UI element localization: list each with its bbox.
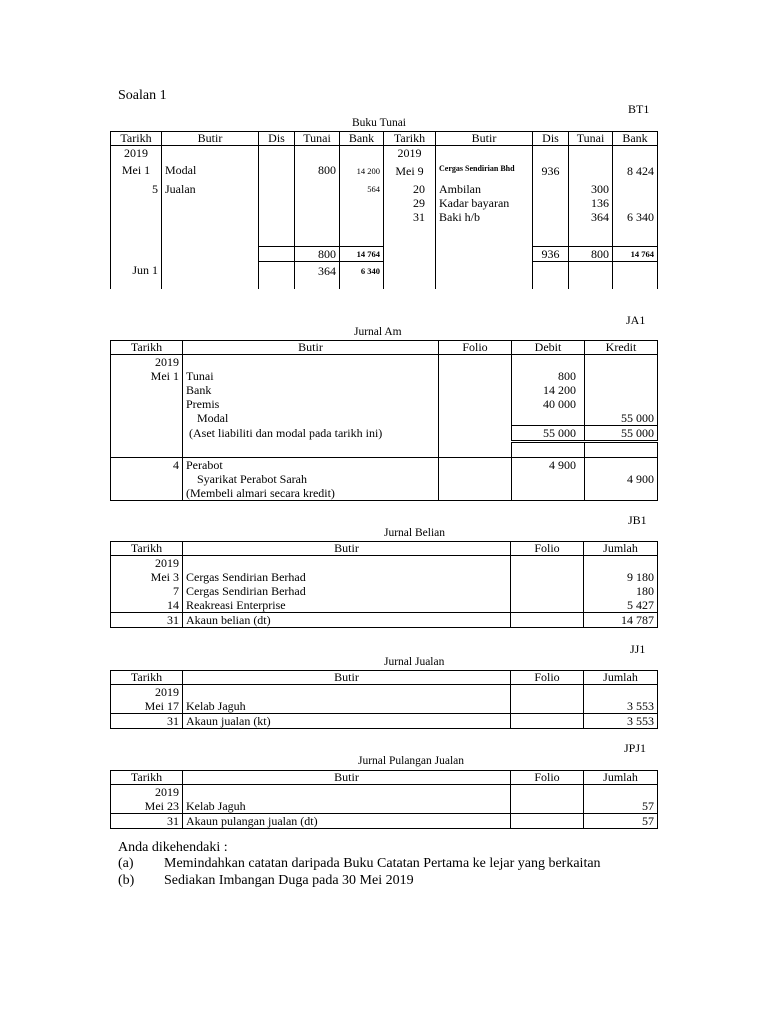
header-tarikh: Tarikh <box>111 771 183 785</box>
cell <box>613 146 658 161</box>
cell <box>162 196 259 210</box>
cell: Akaun pulangan jualan (dt) <box>183 814 511 829</box>
table-row <box>111 182 658 196</box>
header-tarikh: Tarikh <box>111 671 183 685</box>
header-tarikh: Tarikh <box>111 341 183 355</box>
cell <box>384 246 436 261</box>
cell <box>569 160 613 182</box>
buku-tunai-header-row <box>111 132 658 146</box>
cell: 3 553 <box>584 714 658 729</box>
table-row-total <box>111 814 658 829</box>
cell: 2019 <box>111 556 183 571</box>
cell <box>259 210 295 224</box>
cell <box>533 182 569 196</box>
cell <box>384 261 436 289</box>
cell: Kadar bayaran <box>436 196 533 210</box>
cell: 9 180 <box>584 570 658 584</box>
instruction-b-label: (b) <box>118 873 135 888</box>
cell <box>613 182 658 196</box>
cell: 800 <box>295 246 340 261</box>
instructions-intro: Anda dikehendaki : <box>118 840 228 855</box>
cell: 14 764 <box>613 246 658 261</box>
cell <box>111 210 162 224</box>
cell <box>613 261 658 289</box>
table-row-gap <box>111 442 658 458</box>
cell: 20 <box>384 182 436 196</box>
cell: 14 764 <box>340 246 384 261</box>
jurnal-belian-code: JB1 <box>628 513 647 527</box>
table-row <box>111 486 658 501</box>
cell <box>585 369 658 383</box>
jurnal-am-code: JA1 <box>626 313 646 327</box>
table-row-total <box>111 613 658 628</box>
cell: 14 200 <box>512 383 585 397</box>
cell: 57 <box>584 799 658 814</box>
cell: Modal <box>162 160 259 182</box>
jurnal-pulangan-table <box>110 770 658 829</box>
cell: 40 000 <box>512 397 585 411</box>
header-tarikh: Tarikh <box>111 542 183 556</box>
cell <box>111 426 183 442</box>
cell: 55 000 <box>512 426 585 442</box>
cell <box>111 486 183 501</box>
table-row <box>111 224 658 246</box>
cell <box>436 146 533 161</box>
cell <box>162 246 259 261</box>
cell: 29 <box>384 196 436 210</box>
cell <box>259 196 295 210</box>
cell <box>511 699 584 714</box>
header-folio: Folio <box>439 341 512 355</box>
jurnal-am-table <box>110 340 658 501</box>
cell <box>111 397 183 411</box>
cell: 4 <box>111 458 183 473</box>
header-tarikh: Tarikh <box>111 132 162 146</box>
cell <box>183 685 511 700</box>
cell <box>511 685 584 700</box>
table-row <box>111 146 658 161</box>
cell <box>585 383 658 397</box>
jurnal-pulangan-header-row <box>111 771 658 785</box>
table-row <box>111 210 658 224</box>
cell: 936 <box>533 246 569 261</box>
header-jumlah: Jumlah <box>584 542 658 556</box>
cell <box>340 224 384 246</box>
cell: Cergas Sendirian Berhad <box>183 570 511 584</box>
cell <box>511 570 584 584</box>
jurnal-am-title: Jurnal Am <box>354 326 402 338</box>
cell: Mei 9 <box>384 160 436 182</box>
cell <box>585 442 658 458</box>
cell: Syarikat Perabot Sarah <box>183 472 439 486</box>
cell: Reakreasi Enterprise <box>183 598 511 613</box>
cell: Perabot <box>183 458 439 473</box>
cell <box>436 261 533 289</box>
cell <box>585 458 658 473</box>
cell <box>340 210 384 224</box>
jurnal-pulangan-title: Jurnal Pulangan Jualan <box>358 755 465 767</box>
cell: 364 <box>295 261 340 289</box>
cell <box>162 210 259 224</box>
cell <box>439 411 512 426</box>
header-tunai: Tunai <box>295 132 340 146</box>
cell <box>259 246 295 261</box>
cell: 936 <box>533 160 569 182</box>
cell: 31 <box>111 714 183 729</box>
cell <box>584 785 658 800</box>
cell: Cergas Sendirian Bhd <box>436 160 533 182</box>
jurnal-am-header-row <box>111 341 658 355</box>
cell <box>512 355 585 370</box>
cell: 31 <box>111 613 183 628</box>
cell <box>512 486 585 501</box>
cell: Kelab Jaguh <box>183 699 511 714</box>
cell <box>533 224 569 246</box>
table-row <box>111 383 658 397</box>
cell <box>111 411 183 426</box>
jurnal-jualan-header-row <box>111 671 658 685</box>
cell: 2019 <box>384 146 436 161</box>
cell <box>259 160 295 182</box>
cell <box>183 442 439 458</box>
cell <box>613 196 658 210</box>
jurnal-jualan-title: Jurnal Jualan <box>384 656 445 668</box>
cell: Mei 3 <box>111 570 183 584</box>
cell: 5 <box>111 182 162 196</box>
table-row <box>111 458 658 473</box>
buku-tunai-code: BT1 <box>628 102 650 116</box>
cell <box>439 472 512 486</box>
cell <box>584 556 658 571</box>
cell: 55 000 <box>585 426 658 442</box>
jurnal-belian-table <box>110 541 658 628</box>
cell <box>512 411 585 426</box>
table-row-total <box>111 426 658 442</box>
cell <box>295 210 340 224</box>
cell: Bank <box>183 383 439 397</box>
jurnal-jualan-code: JJ1 <box>630 642 646 656</box>
cell: Mei 1 <box>111 369 183 383</box>
header-debit: Debit <box>512 341 585 355</box>
header-dis: Dis <box>533 132 569 146</box>
buku-tunai-table <box>110 131 658 289</box>
cell: Kelab Jaguh <box>183 799 511 814</box>
cell <box>259 261 295 289</box>
cell <box>569 261 613 289</box>
table-row <box>111 685 658 700</box>
header-jumlah: Jumlah <box>584 671 658 685</box>
cell <box>183 355 439 370</box>
cell: Mei 17 <box>111 699 183 714</box>
cell: 14 200 <box>340 160 384 182</box>
cell <box>162 224 259 246</box>
buku-tunai-title: Buku Tunai <box>352 117 407 129</box>
cell: 8 424 <box>613 160 658 182</box>
cell <box>436 246 533 261</box>
cell <box>533 146 569 161</box>
cell: Ambilan <box>436 182 533 196</box>
cell <box>340 196 384 210</box>
cell: Tunai <box>183 369 439 383</box>
table-row <box>111 799 658 814</box>
header-butir: Butir <box>183 671 511 685</box>
cell: 564 <box>340 182 384 196</box>
cell <box>585 486 658 501</box>
header-tunai: Tunai <box>569 132 613 146</box>
cell <box>439 369 512 383</box>
table-row <box>111 570 658 584</box>
cell <box>511 613 584 628</box>
cell: 31 <box>111 814 183 829</box>
cell: 800 <box>569 246 613 261</box>
header-tarikh: Tarikh <box>384 132 436 146</box>
cell <box>533 261 569 289</box>
jurnal-jualan-table <box>110 670 658 729</box>
header-folio: Folio <box>511 542 584 556</box>
cell: 2019 <box>111 785 183 800</box>
cell: Baki h/b <box>436 210 533 224</box>
header-folio: Folio <box>511 771 584 785</box>
cell <box>183 785 511 800</box>
cell: Modal <box>183 411 439 426</box>
cell <box>511 584 584 598</box>
cell: 14 <box>111 598 183 613</box>
cell <box>111 383 183 397</box>
cell: 2019 <box>111 146 162 161</box>
cell: 4 900 <box>585 472 658 486</box>
cell: 7 <box>111 584 183 598</box>
cell <box>340 146 384 161</box>
cell: 14 787 <box>584 613 658 628</box>
table-row <box>111 369 658 383</box>
cell <box>533 196 569 210</box>
cell <box>295 224 340 246</box>
table-row-total <box>111 714 658 729</box>
table-row <box>111 556 658 571</box>
header-butir: Butir <box>183 542 511 556</box>
cell <box>162 146 259 161</box>
instruction-a-text: Memindahkan catatan daripada Buku Catatan Pertama ke lejar yang berkaitan <box>164 856 601 871</box>
cell <box>111 246 162 261</box>
table-row <box>111 196 658 210</box>
cell <box>162 261 259 289</box>
cell <box>512 472 585 486</box>
table-row <box>111 472 658 486</box>
table-row <box>111 584 658 598</box>
cell <box>585 397 658 411</box>
cell: 57 <box>584 814 658 829</box>
cell: Akaun jualan (kt) <box>183 714 511 729</box>
table-row <box>111 160 658 182</box>
cell: 2019 <box>111 685 183 700</box>
cell: 55 000 <box>585 411 658 426</box>
cell: 31 <box>384 210 436 224</box>
cell: 364 <box>569 210 613 224</box>
cell <box>439 458 512 473</box>
cell <box>511 714 584 729</box>
cell <box>511 598 584 613</box>
cell: 180 <box>584 584 658 598</box>
cell <box>584 685 658 700</box>
cell <box>259 146 295 161</box>
cell <box>295 182 340 196</box>
cell: Akaun belian (dt) <box>183 613 511 628</box>
cell <box>111 196 162 210</box>
table-row <box>111 397 658 411</box>
cell: Premis <box>183 397 439 411</box>
cell <box>111 224 162 246</box>
table-row <box>111 355 658 370</box>
header-butir: Butir <box>162 132 259 146</box>
cell: (Aset liabiliti dan modal pada tarikh ini) <box>183 426 439 442</box>
cell <box>111 442 183 458</box>
cell <box>511 814 584 829</box>
cell <box>439 355 512 370</box>
cell <box>384 224 436 246</box>
table-row <box>111 598 658 613</box>
cell <box>259 182 295 196</box>
cell: Mei 1 <box>111 160 162 182</box>
table-row-carry <box>111 261 658 289</box>
cell: 800 <box>512 369 585 383</box>
cell <box>569 224 613 246</box>
cell: 5 427 <box>584 598 658 613</box>
cell <box>511 556 584 571</box>
table-row <box>111 411 658 426</box>
cell <box>439 383 512 397</box>
header-jumlah: Jumlah <box>584 771 658 785</box>
cell: 4 900 <box>512 458 585 473</box>
page-heading: Soalan 1 <box>118 88 167 103</box>
cell: 136 <box>569 196 613 210</box>
cell <box>439 442 512 458</box>
cell: Jualan <box>162 182 259 196</box>
cell <box>295 146 340 161</box>
cell <box>111 472 183 486</box>
jurnal-pulangan-code: JPJ1 <box>624 741 647 755</box>
cell: (Membeli almari secara kredit) <box>183 486 439 501</box>
header-bank: Bank <box>613 132 658 146</box>
header-butir: Butir <box>183 771 511 785</box>
cell <box>439 426 512 442</box>
table-row <box>111 785 658 800</box>
cell <box>259 224 295 246</box>
cell <box>439 397 512 411</box>
cell: Cergas Sendirian Berhad <box>183 584 511 598</box>
header-butir: Butir <box>436 132 533 146</box>
cell <box>511 785 584 800</box>
instruction-b-text: Sediakan Imbangan Duga pada 30 Mei 2019 <box>164 873 414 888</box>
cell <box>585 355 658 370</box>
cell <box>613 224 658 246</box>
table-row-total <box>111 246 658 261</box>
cell <box>512 442 585 458</box>
cell <box>183 556 511 571</box>
cell <box>436 224 533 246</box>
cell: 2019 <box>111 355 183 370</box>
jurnal-belian-header-row <box>111 542 658 556</box>
cell: Mei 23 <box>111 799 183 814</box>
cell: 300 <box>569 182 613 196</box>
cell: Jun 1 <box>111 261 162 289</box>
cell: 6 340 <box>340 261 384 289</box>
header-butir: Butir <box>183 341 439 355</box>
cell <box>533 210 569 224</box>
cell <box>569 146 613 161</box>
cell <box>439 486 512 501</box>
header-folio: Folio <box>511 671 584 685</box>
header-dis: Dis <box>259 132 295 146</box>
header-bank: Bank <box>340 132 384 146</box>
table-row <box>111 699 658 714</box>
cell <box>295 196 340 210</box>
jurnal-belian-title: Jurnal Belian <box>384 527 445 539</box>
instruction-a-label: (a) <box>118 856 134 871</box>
cell: 3 553 <box>584 699 658 714</box>
cell: 800 <box>295 160 340 182</box>
header-kredit: Kredit <box>585 341 658 355</box>
cell: 6 340 <box>613 210 658 224</box>
cell <box>511 799 584 814</box>
